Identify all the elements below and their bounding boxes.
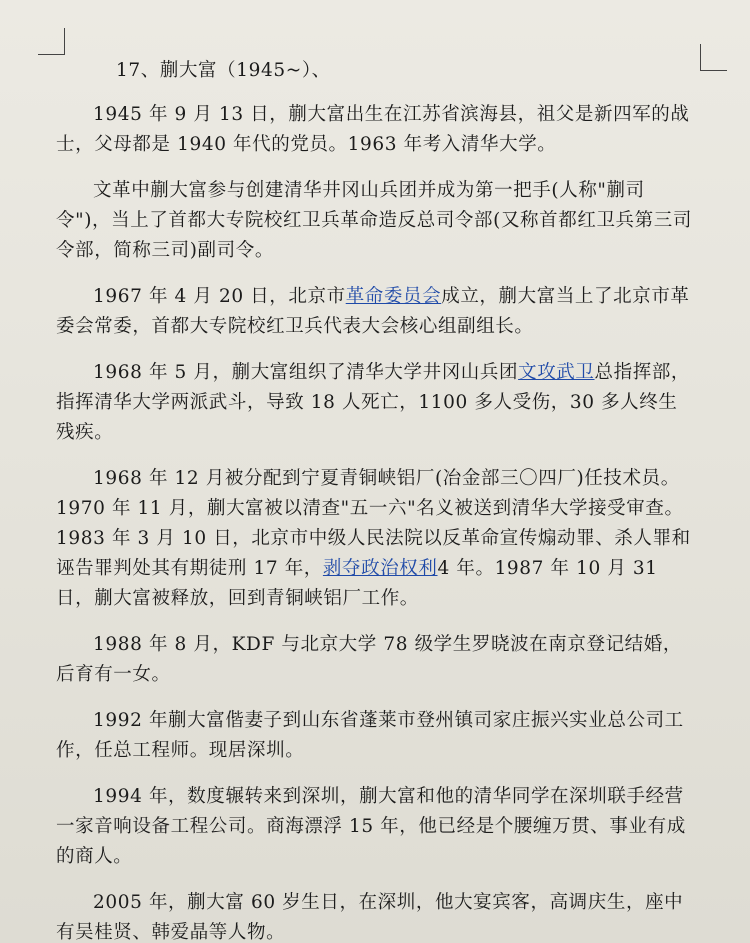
paragraph-text: 2005 年，蒯大富 60 岁生日，在深圳，他大宴宾客，高调庆生，座中有吴桂贤、韩爱晶等人物。 [56, 892, 684, 943]
paragraph [56, 282, 696, 342]
paragraph-text: 1968 年 5 月，蒯大富组织了清华大学井冈山兵团 [93, 362, 519, 383]
document-body [56, 56, 696, 943]
paragraph-text: 4 年。1987 年 10 月 31 日，蒯大富被释放，回到青铜峡铝厂工作。 [56, 558, 658, 609]
paragraph [56, 176, 696, 266]
paragraph-text: 总指挥部，指挥清华大学两派武斗，导致 18 人死亡，1100 多人受伤，30 多人终生残疾。 [56, 362, 691, 443]
paragraph-text: 1945 年 9 月 13 日，蒯大富出生在江苏省滨海县，祖父是新四军的战士，父母都是 1940 年代的党员。1963 年考入清华大学。 [56, 104, 690, 155]
paragraph-text: 1968 年 12 月被分配到宁夏青铜峡铝厂(冶金部三〇四厂)任技术员。1970 年 11 月，蒯大富被以清查"五一六"名义被送到清华大学接受审查。1983 年 3 月 10 日，北京市中级人民法院以反革命宣传煽动罪、杀人罪和诬告罪判处其有期徒刑 17 年， [56, 468, 691, 579]
paragraph [56, 630, 696, 690]
hyperlink[interactable]: 剥夺政治权利 [322, 558, 438, 579]
paragraph-text: 文革中蒯大富参与创建清华井冈山兵团并成为第一把手(人称"蒯司令")，当上了首都大专院校红卫兵革命造反总司令部(又称首都红卫兵第三司令部，简称三司)副司令。 [56, 180, 692, 261]
paragraph-text: 1967 年 4 月 20 日，北京市 [93, 286, 346, 307]
section-title: 17、蒯大富（1945~）、 [116, 60, 331, 81]
hyperlink[interactable]: 革命委员会 [345, 286, 442, 307]
paragraph-text: 1988 年 8 月，KDF 与北京大学 78 级学生罗晓波在南京登记结婚，后育有一女。 [56, 634, 682, 685]
paragraph [56, 100, 696, 160]
paragraph-text: 1992 年蒯大富偕妻子到山东省蓬莱市登州镇司家庄振兴实业总公司工作，任总工程师。现居深圳。 [56, 710, 684, 761]
paragraph-text: 成立，蒯大富当上了北京市革委会常委，首都大专院校红卫兵代表大会核心组副组长。 [56, 286, 690, 337]
paragraph [56, 782, 696, 872]
paragraph-text: 1994 年，数度辗转来到深圳，蒯大富和他的清华同学在深圳联手经营一家音响设备工程公司。商海漂浮 15 年，他已经是个腰缠万贯、事业有成的商人。 [56, 786, 686, 867]
paragraph [56, 358, 696, 448]
margin-corner-mark [38, 28, 65, 55]
paragraph-list [56, 100, 696, 943]
paragraph [56, 464, 696, 614]
hyperlink[interactable]: 文攻武卫 [518, 362, 595, 383]
paragraph [56, 706, 696, 766]
margin-corner-mark [700, 44, 727, 71]
paragraph [56, 888, 696, 943]
